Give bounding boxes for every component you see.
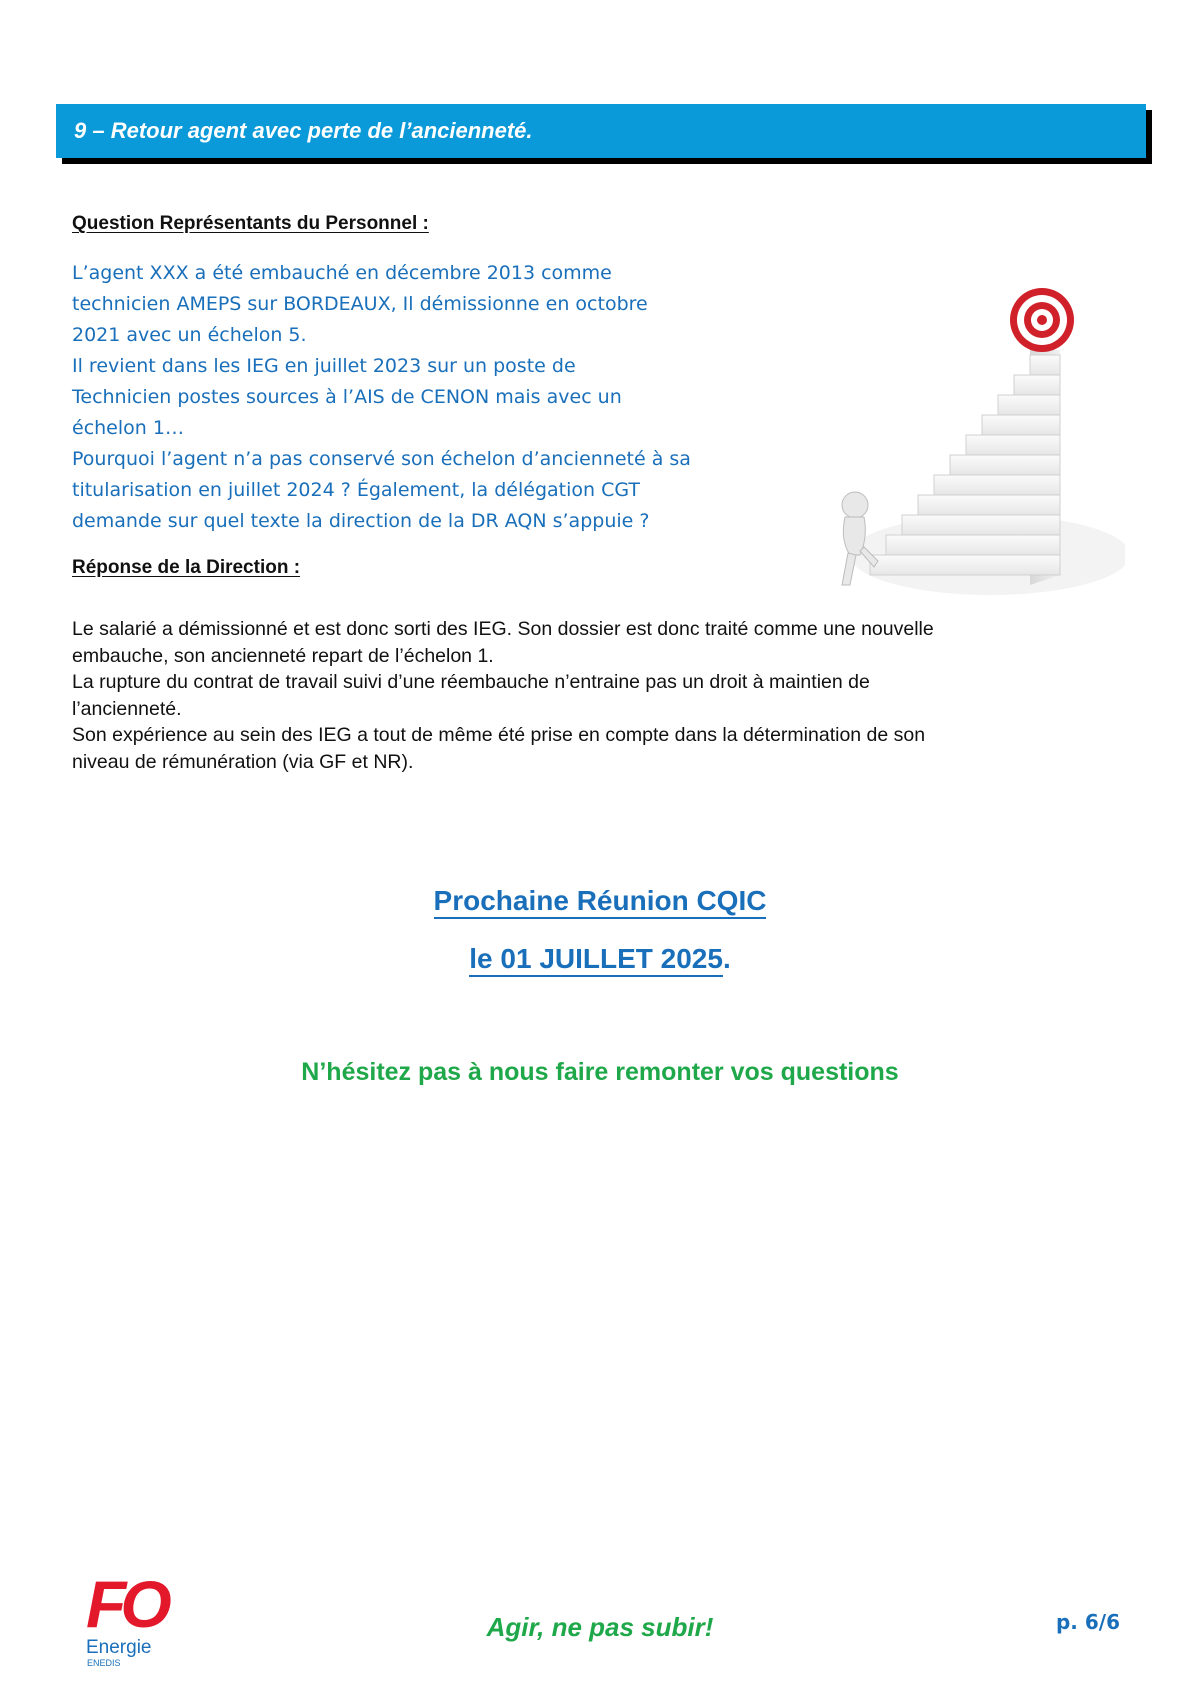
logo-main-text: FO [86,1567,166,1641]
answer-heading: Réponse de la Direction : [72,557,301,578]
logo-small-text: ENEDIS [87,1658,121,1668]
question-line: L’agent XXX a été embauché en décembre 2013 comme [72,262,612,284]
stair-step [950,455,1060,475]
question-line: Technicien postes sources à l’AIS de CENON mais avec un [72,386,622,408]
target-icon [1010,288,1074,352]
footer-slogan: Agir, ne pas subir! [486,1612,714,1642]
next-meeting-title [0,885,1200,917]
stair-step [966,435,1060,455]
answer-line: Le salarié a démissionné et est donc sorti des IEG. Son dossier est donc traité comme une nouvelle [72,618,934,640]
stair-step [870,555,1060,575]
question-heading: Question Représentants du Personnel : [72,213,429,234]
question-line: titularisation en juillet 2024 ? Également, la délégation CGT [72,479,641,501]
stair-step [1030,355,1060,375]
question-line: Pourquoi l’agent n’a pas conservé son échelon d’ancienneté à sa [72,448,691,470]
question-text [72,258,732,537]
next-meeting-date-text: le 01 JUILLET 2025 [469,943,723,977]
answer-line: Son expérience au sein des IEG a tout de même été prise en compte dans la détermination de son [72,724,926,746]
section-title: 9 – Retour agent avec perte de l’ancienneté. [74,118,533,143]
answer-text [72,616,1112,775]
stair-step [886,535,1060,555]
answer-line: l’ancienneté. [72,697,182,720]
logo-sub-text: Energie [86,1637,152,1658]
question-line: technicien AMEPS sur BORDEAUX, Il démissionne en octobre [72,293,648,315]
stairs-target-illustration [760,255,1125,615]
next-meeting-date-suffix: . [722,943,731,974]
section-header-bar [56,104,1146,158]
question-line: Il revient dans les IEG en juillet 2023 sur un poste de [72,355,576,377]
next-meeting-date [0,943,1200,975]
answer-line: embauche, son ancienneté repart de l’échelon 1. [72,644,494,667]
stair-step [1014,375,1060,395]
stair-step [902,515,1060,535]
stair-step [934,475,1060,495]
stair-step [918,495,1060,515]
questions-invite: N’hésitez pas à nous faire remonter vos questions [301,1058,899,1086]
stair-step [998,395,1060,415]
page-number: p. 6/6 [1055,1610,1120,1634]
question-line: échelon 1… [72,417,184,439]
stair-step [982,415,1060,435]
answer-line: La rupture du contrat de travail suivi d’une réembauche n’entraine pas un droit à maintien de [72,671,870,693]
question-line: demande sur quel texte la direction de la DR AQN s’appuie ? [72,510,650,532]
answer-line: niveau de rémunération (via GF et NR). [72,750,414,773]
question-line: 2021 avec un échelon 5. [72,324,307,346]
next-meeting-title-text: Prochaine Réunion CQIC [434,885,767,919]
